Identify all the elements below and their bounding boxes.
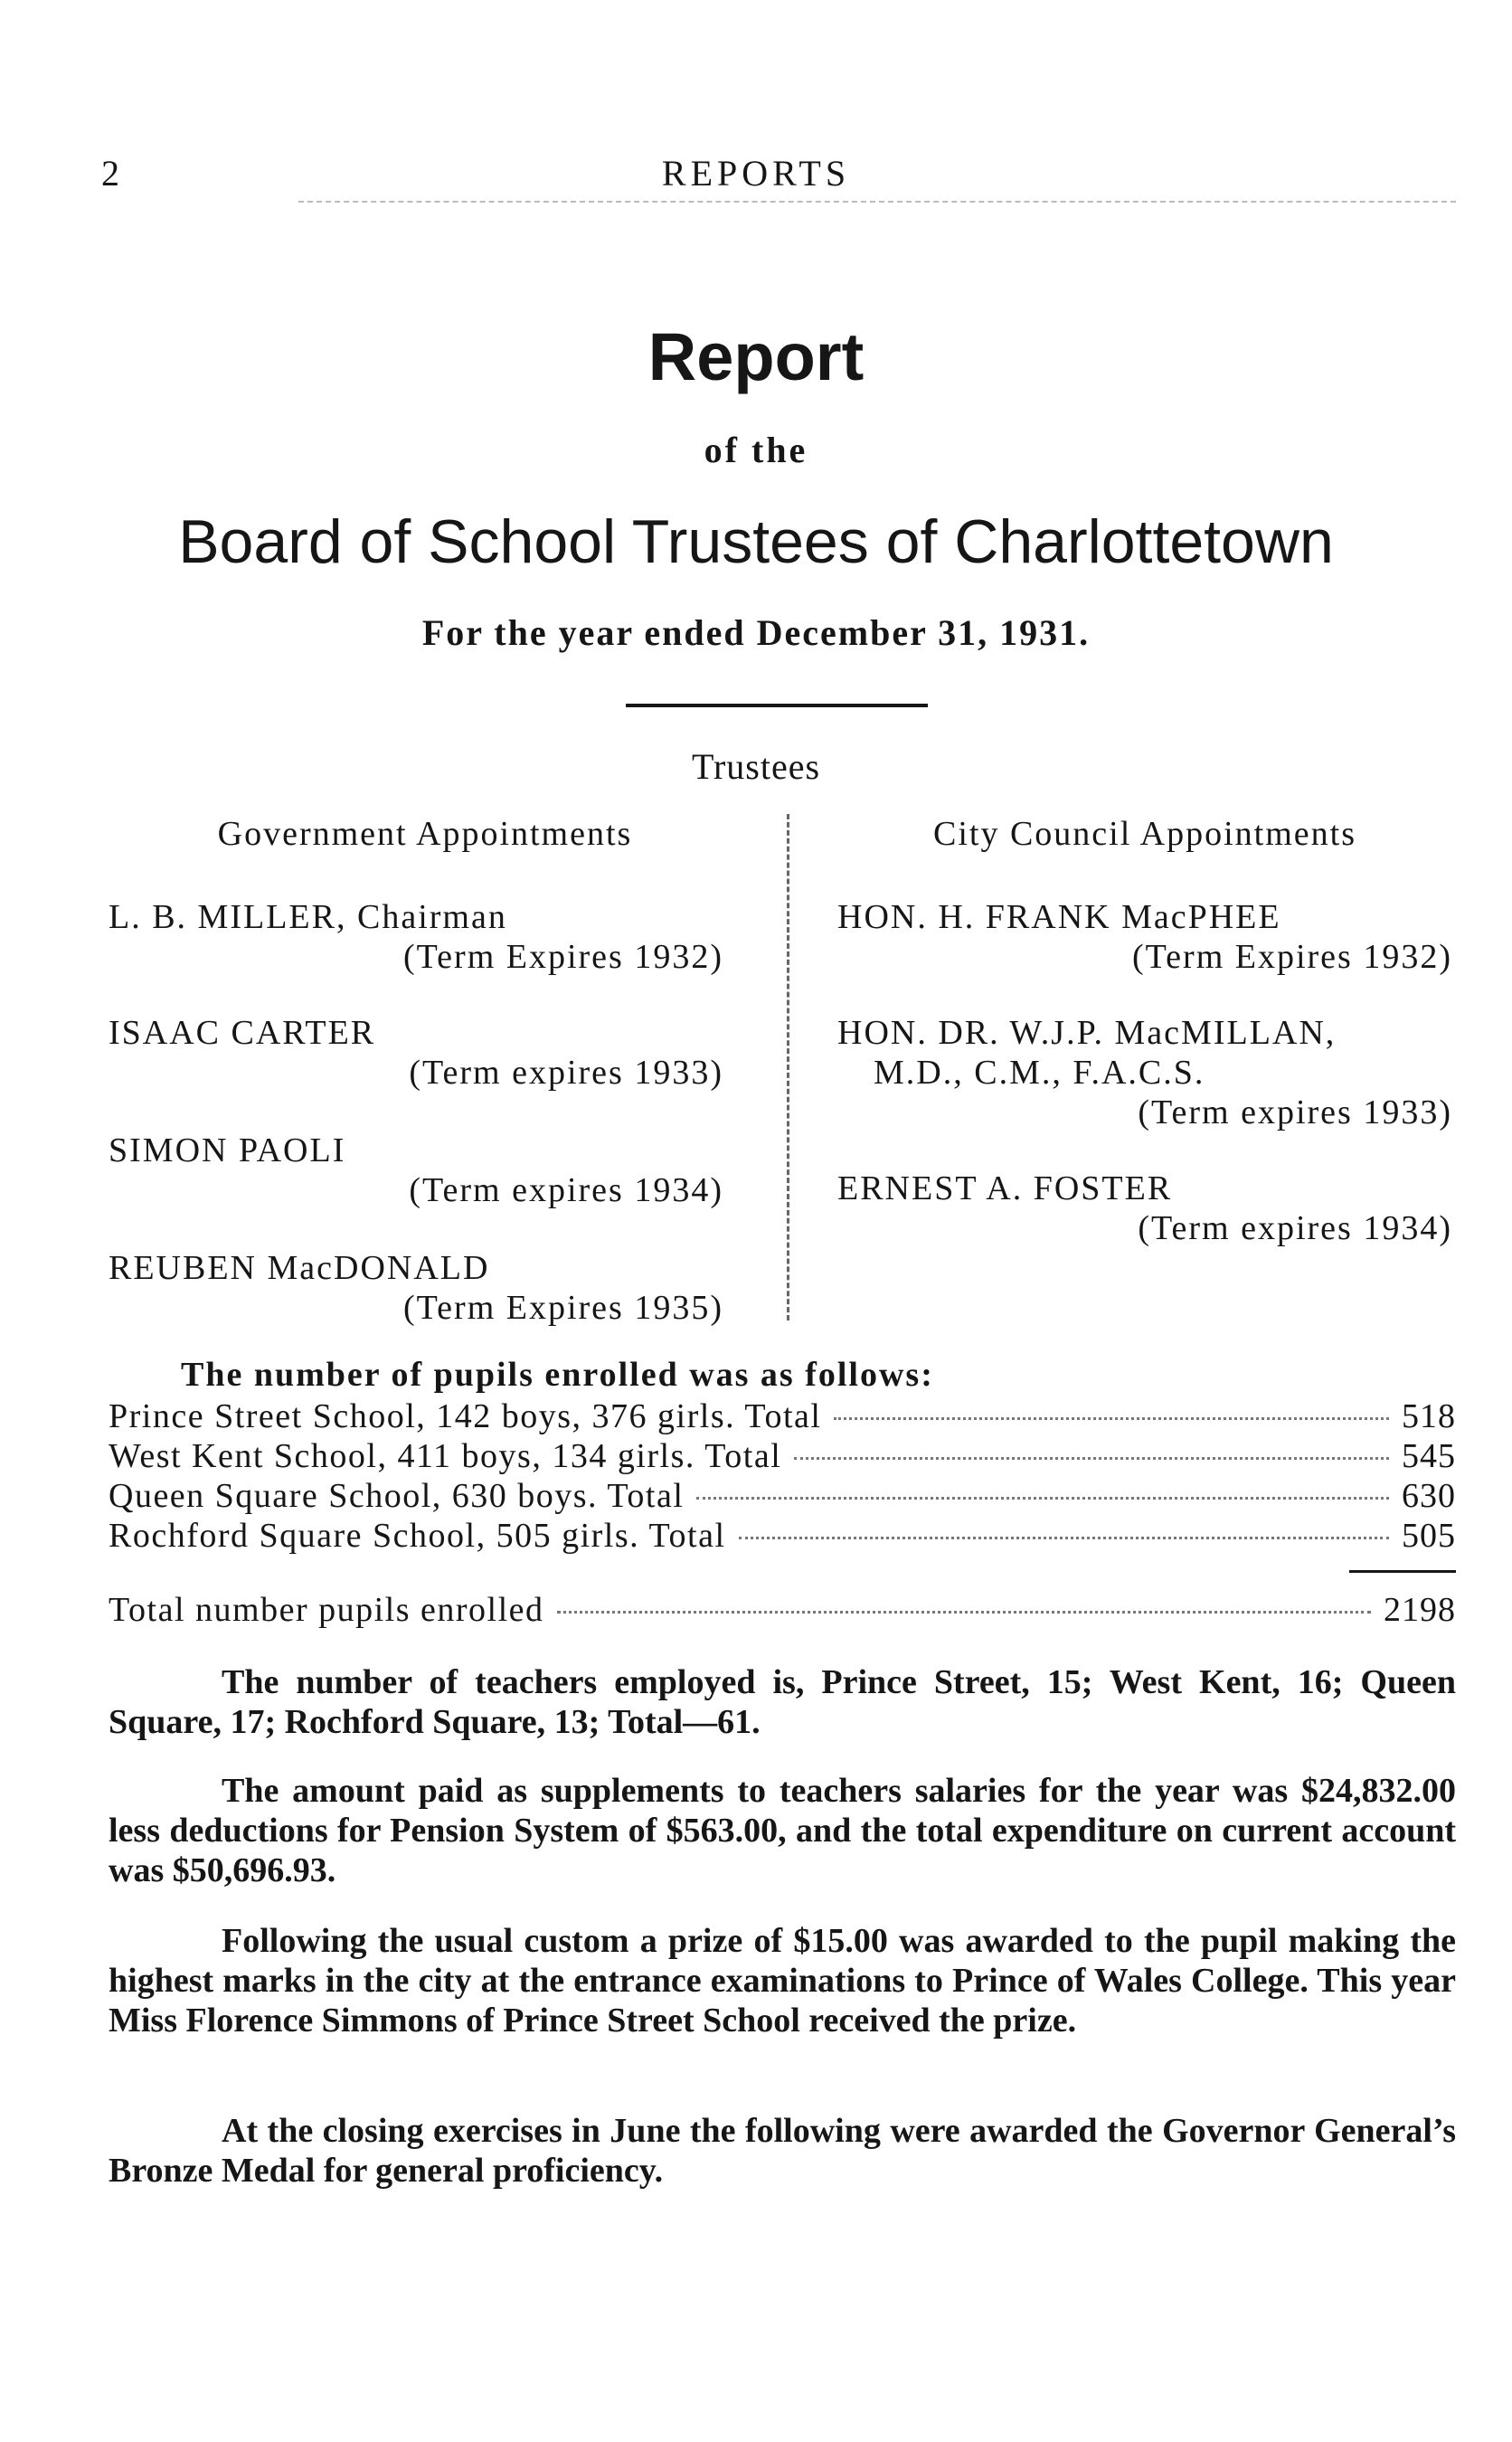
running-title: REPORTS: [661, 153, 851, 194]
header-rule: [298, 201, 1456, 203]
section-rule: [626, 704, 928, 707]
enrollment-total: 630: [1402, 1477, 1456, 1515]
enrollment-school: Rochford Square School, 505 girls. Total: [109, 1517, 726, 1555]
dot-leader: [739, 1537, 1389, 1539]
enrollment-school: Prince Street School, 142 boys, 376 girls. Total: [109, 1397, 822, 1435]
trustee-term: (Term Expires 1932): [402, 938, 723, 976]
trustee-name: HON. H. FRANK MacPHEE: [837, 898, 1281, 936]
grand-total-label: Total number pupils enrolled: [109, 1591, 544, 1629]
dot-leader: [557, 1611, 1371, 1614]
trustees-heading: Trustees: [691, 746, 821, 787]
enrollment-school: West Kent School, 411 boys, 134 girls. Total: [109, 1437, 782, 1475]
trustee-entry: [109, 1013, 742, 1093]
column-divider: [787, 814, 789, 1320]
trustee-name: ERNEST A. FOSTER: [837, 1169, 1173, 1207]
trustee-entry: [837, 897, 1452, 977]
enrollment-grand-total-row: [109, 1590, 1456, 1630]
enrollment-row: [109, 1476, 1456, 1516]
dot-leader: [794, 1457, 1389, 1460]
trustee-term: (Term expires 1933): [1138, 1093, 1452, 1131]
report-title: Report: [647, 319, 865, 394]
enrollment-table: [109, 1396, 1456, 1556]
enrollment-school: Queen Square School, 630 boys. Total: [109, 1477, 685, 1515]
title-connector: of the: [704, 430, 808, 470]
enrollment-total: 505: [1402, 1517, 1456, 1555]
government-heading: Government Appointments: [217, 815, 633, 853]
enrollment-row: [109, 1516, 1456, 1556]
enrollment-total: 545: [1402, 1437, 1456, 1475]
trustee-name: ISAAC CARTER: [109, 1014, 376, 1052]
trustee-term: (Term Expires 1935): [402, 1289, 723, 1327]
enrollment-total: 518: [1402, 1397, 1456, 1435]
trustee-entry: [109, 1131, 742, 1210]
trustee-entry: [837, 1013, 1452, 1132]
trustee-entry: [109, 897, 742, 977]
teachers-paragraph: [109, 1662, 1456, 1742]
trustee-entry: [837, 1169, 1452, 1248]
page-number: 2: [101, 153, 119, 194]
running-head: [0, 152, 1512, 206]
grand-total-value: 2198: [1384, 1591, 1456, 1629]
paragraph-text: The number of teachers employed is, Prince Street, 15; West Kent, 16; Queen Square, 17; Rochford Square, 13; Total—61.: [109, 1663, 1456, 1741]
enrollment-intro: The number of pupils enrolled was as follows:: [181, 1356, 934, 1394]
paragraph-text: Following the usual custom a prize of $15.00 was awarded to the pupil making the highest marks in the city at the entrance examinations to Prince of Wales College. This year Miss Florence Simmons of Prince Street School received the prize.: [109, 1922, 1456, 2040]
city-council-heading: City Council Appointments: [932, 815, 1357, 853]
sum-rule: [1349, 1570, 1456, 1573]
trustee-term: (Term expires 1934): [409, 1171, 723, 1209]
dot-leader: [834, 1417, 1389, 1420]
board-name: Board of School Trustees of Charlottetown: [178, 507, 1334, 576]
trustee-credentials: M.D., C.M., F.A.C.S.: [874, 1054, 1205, 1092]
trustee-term: (Term expires 1934): [1138, 1209, 1452, 1247]
year-line: For the year ended December 31, 1931.: [421, 612, 1091, 653]
trustee-term: (Term expires 1933): [409, 1054, 723, 1092]
trustee-entry: [109, 1248, 742, 1328]
supplements-paragraph: [109, 1771, 1456, 1890]
trustee-term: (Term Expires 1932): [1131, 938, 1452, 976]
enrollment-row: [109, 1396, 1456, 1436]
trustee-name: L. B. MILLER, Chairman: [109, 898, 507, 936]
paragraph-text: The amount paid as supplements to teachers salaries for the year was $24,832.00 less deductions for Pension System of $563.00, and the total expenditure on current account was $50,696.93.: [109, 1772, 1456, 1889]
medal-paragraph: [109, 2111, 1456, 2191]
paragraph-text: At the closing exercises in June the following were awarded the Governor General’s Bronze Medal for general proficiency.: [109, 2112, 1456, 2190]
prize-paragraph: [109, 1921, 1456, 2040]
trustee-name: REUBEN MacDONALD: [109, 1249, 490, 1287]
trustee-name: HON. DR. W.J.P. MacMILLAN,: [837, 1014, 1337, 1052]
dot-leader: [696, 1497, 1389, 1500]
enrollment-row: [109, 1436, 1456, 1476]
trustee-name: SIMON PAOLI: [109, 1131, 346, 1169]
